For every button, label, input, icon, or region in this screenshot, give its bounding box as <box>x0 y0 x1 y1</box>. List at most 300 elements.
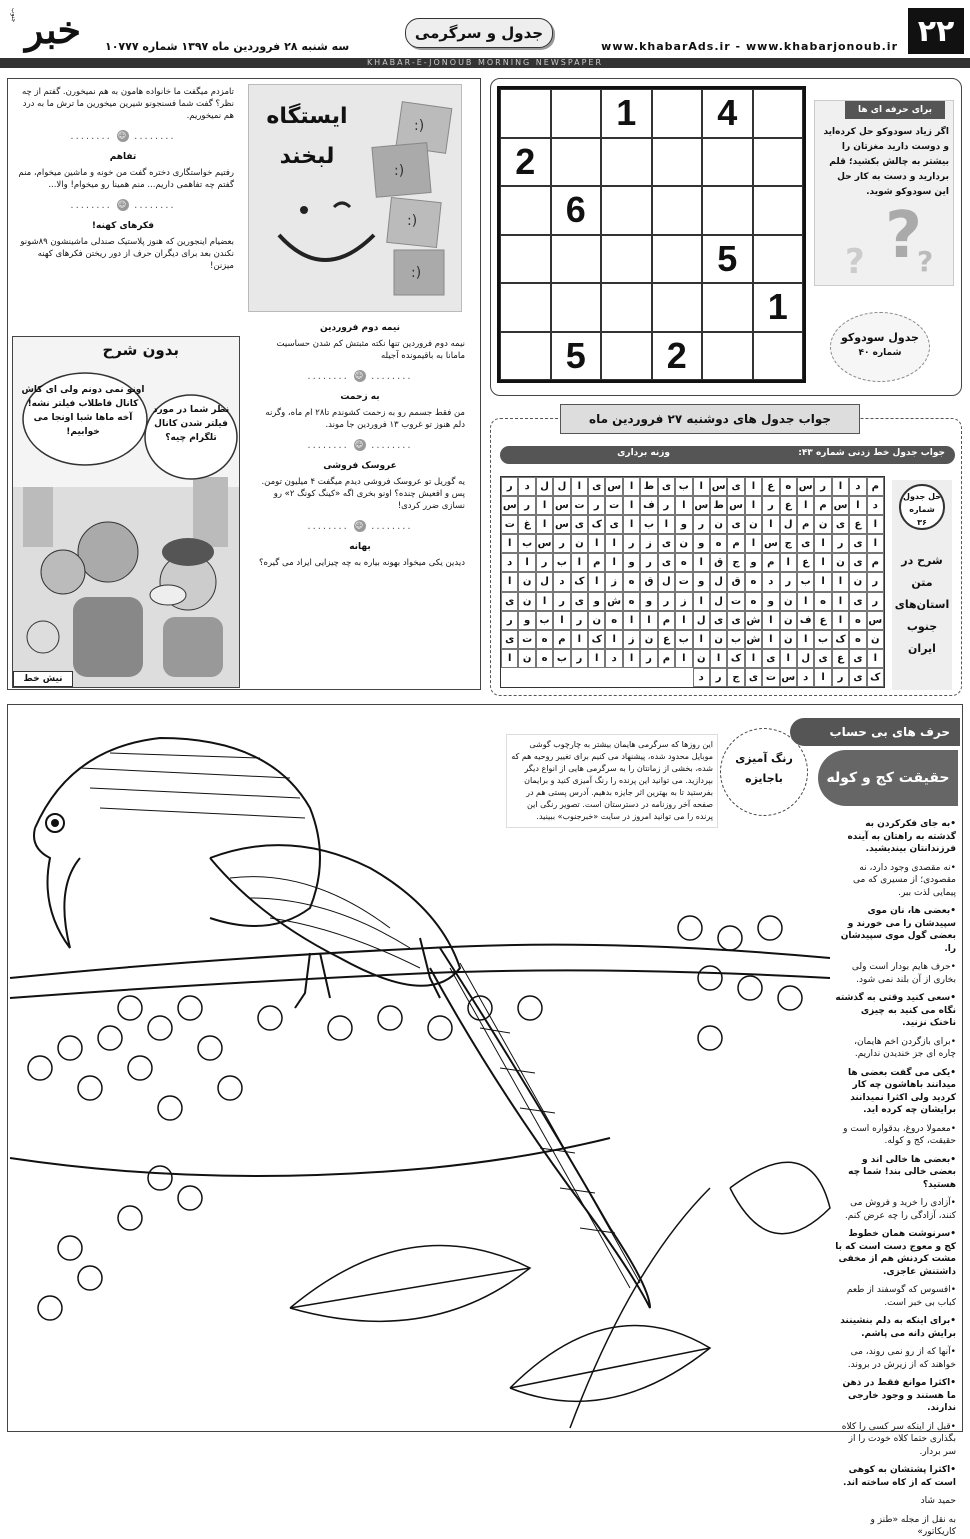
crossword-cell: ا <box>693 630 710 649</box>
crossword-cell: د <box>501 553 518 572</box>
crossword-cell: ک <box>571 572 588 591</box>
sudoku-cell[interactable] <box>702 138 753 187</box>
crossword-cell: م <box>814 496 831 515</box>
sudoku-cell[interactable]: 5 <box>551 332 602 381</box>
crossword-cell: ب <box>675 477 692 496</box>
crossword-cell: ا <box>814 668 831 687</box>
crossword-cell: ط <box>710 496 727 515</box>
saying-item: •حرف هایم بودار است ولی بخاری از آن بلند نمی شود. <box>851 962 956 985</box>
sudoku-side-panel <box>814 100 954 286</box>
crossword-cell: ز <box>623 630 640 649</box>
crossword-cell: ی <box>605 515 622 534</box>
crossword-cell: ک <box>727 649 744 668</box>
smiley-icon: ☺ <box>117 200 129 209</box>
sudoku-cell[interactable]: 6 <box>551 186 602 235</box>
answers-side-text: شرح در متن استان‌های جنوب ایران <box>894 554 950 655</box>
crossword-cell: ه <box>536 630 553 649</box>
sudoku-cell[interactable]: 5 <box>702 235 753 284</box>
crossword-cell: ع <box>832 649 849 668</box>
answers-banner: جواب جدول های دوشنبه ۲۷ فروردین ماه <box>560 404 860 434</box>
joke-title: عروسک فروشی <box>323 461 397 471</box>
crossword-cell: ه <box>623 592 640 611</box>
answers-side-panel <box>892 480 952 690</box>
crossword-cell: ن <box>571 534 588 553</box>
crossword-cell: ک <box>867 668 884 687</box>
sudoku-cell[interactable]: 4 <box>702 89 753 138</box>
crossword-cell: ن <box>849 572 866 591</box>
crossword-cell: ع <box>658 630 675 649</box>
sudoku-cell[interactable] <box>500 186 551 235</box>
crossword-cell: ه <box>605 611 622 630</box>
sudoku-cell[interactable] <box>652 186 703 235</box>
crossword-cell: و <box>640 592 657 611</box>
sudoku-cell[interactable] <box>652 138 703 187</box>
crossword-cell: ب <box>727 630 744 649</box>
crossword-cell: ر <box>658 496 675 515</box>
crossword-cell: ر <box>832 534 849 553</box>
crossword-cell: ر <box>762 496 779 515</box>
crossword-cell: ر <box>518 496 535 515</box>
crossword-cell: م <box>797 515 814 534</box>
joke-title: به زحمت <box>340 392 380 402</box>
crossword-cell: ه <box>849 630 866 649</box>
sudoku-cell[interactable] <box>652 89 703 138</box>
crossword-cell: ط <box>640 477 657 496</box>
crossword-cell: ر <box>693 515 710 534</box>
saying-item: •قبل از اینکه سر کسی را کلاه بگذاری حتما کلاه خودت را از سر بردار. <box>841 1421 956 1457</box>
crossword-cell: ج <box>780 534 797 553</box>
crossword-cell: س <box>780 668 797 687</box>
sudoku-cell[interactable] <box>652 235 703 284</box>
crossword-cell: ر <box>536 553 553 572</box>
strip-left-label: وزنه برداری <box>617 448 670 458</box>
sudoku-cell[interactable] <box>551 283 602 332</box>
crossword-cell: ع <box>780 496 797 515</box>
crossword-cell: ا <box>605 630 622 649</box>
crossword-cell: م <box>658 649 675 668</box>
sudoku-cell[interactable] <box>753 235 804 284</box>
saying-item: •برای بازگردن اخم هایمان، چاره ای جز خندیدن نداریم. <box>854 1036 956 1059</box>
crossword-cell: ل <box>780 515 797 534</box>
sudoku-cell[interactable]: 2 <box>652 332 703 381</box>
saying-item: •بعضی ها، نان موی سپیدشان را می خورند و بعضی گول موی سپیدشان را. <box>840 906 956 954</box>
crossword-cell: ل <box>693 611 710 630</box>
joke-title: تفاهم <box>109 152 137 162</box>
crossword-cell: ا <box>745 534 762 553</box>
crossword-cell: ی <box>727 477 744 496</box>
saying-item: •سرنوشت همان خطوط کج و معوج دست است که با مشت کردنش هم از مخفی داشتنش عاجزی. <box>835 1229 956 1277</box>
crossword-cell: ا <box>536 515 553 534</box>
crossword-cell: س <box>762 534 779 553</box>
saying-item: •افسوس که گوسفند از طعم کباب بی خبر است. <box>846 1285 956 1308</box>
crossword-cell: ل <box>710 572 727 591</box>
crossword-cell: ا <box>693 477 710 496</box>
sudoku-cell[interactable]: 1 <box>601 89 652 138</box>
crossword-cell: ی <box>849 592 866 611</box>
crossword-cell: ن <box>867 630 884 649</box>
crossword-cell: ک <box>832 630 849 649</box>
crossword-cell: ه <box>780 477 797 496</box>
sudoku-side-text: اگر زیاد سودوکو حل کرده‌اید و دوست دارید مغزتان را بیشتر به چالش بکشید؛ قلم بردارید و دست به کار حل این سودوکو شوید. <box>823 127 949 197</box>
joke-title: بهانه <box>349 542 371 552</box>
crossword-cell: ل <box>536 572 553 591</box>
newspaper-logo: خبر <box>25 7 81 52</box>
speech-bubble-left: اونو نمی دونم ولی ای کاش کانال فاطلاب فیلتر نشه! آخه ماها شبا اونجا می خوابیم! <box>21 385 145 437</box>
crossword-cell: س <box>867 611 884 630</box>
crossword-cell: ه <box>814 592 831 611</box>
joke-text: رفتیم خواستگاری دختره گفت من خونه و ماشین میخوام، منم گفتم چه تفاهمی داریم... منم همینا رو میخوام! والا... <box>18 168 234 190</box>
crossword-cell: ی <box>849 649 866 668</box>
crossword-cell: ا <box>501 649 518 668</box>
crossword-cell: ی <box>588 477 605 496</box>
page-number: ۲۲ <box>908 8 964 54</box>
crossword-cell: ی <box>849 668 866 687</box>
crossword-cell: ا <box>675 649 692 668</box>
sudoku-cell[interactable] <box>601 186 652 235</box>
svg-text::): :) <box>407 213 418 229</box>
crossword-cell: ن <box>832 553 849 572</box>
crossword-cell: ر <box>710 668 727 687</box>
sudoku-cell[interactable] <box>551 89 602 138</box>
sudoku-cell[interactable] <box>753 186 804 235</box>
sudoku-cell[interactable] <box>551 138 602 187</box>
solve-badge <box>899 484 945 530</box>
smiley-icon: ☺ <box>354 521 366 530</box>
crossword-cell: ی <box>658 553 675 572</box>
crossword-cell: ن <box>710 630 727 649</box>
crossword-cell: ن <box>710 515 727 534</box>
saying-item: •آنها که از رو نمی روند، می خواهند که از زیرش در بروند. <box>847 1347 956 1370</box>
crossword-cell: ا <box>571 477 588 496</box>
sayings-header: حرف های بی حساب <box>829 725 950 739</box>
crossword-cell: و <box>675 515 692 534</box>
crossword-cell: ر <box>501 477 518 496</box>
saying-item: •اکثرا پشتشان به کوهی است که از کاه ساخته اند. <box>843 1465 956 1488</box>
svg-text::): :) <box>411 265 422 281</box>
smile-station-graphic <box>248 84 462 312</box>
crossword-cell: ر <box>623 534 640 553</box>
crossword-cell: ع <box>797 553 814 572</box>
crossword-cell: ا <box>832 611 849 630</box>
crossword-cell: ا <box>745 649 762 668</box>
crossword-cell: ی <box>658 534 675 553</box>
joke-title: فکرهای کهنه! <box>91 221 155 231</box>
crossword-cell: ک <box>588 630 605 649</box>
strip-right-label: جواب جدول خط زدنی شماره ۴۳: <box>798 448 945 458</box>
crossword-cell: ن <box>745 515 762 534</box>
crossword-cell: ا <box>745 496 762 515</box>
joke-text: نیمه دوم فروردین تنها نکته مثبتش کم شدن حساسیت مامانا به باقیمونده آجیله <box>276 339 465 361</box>
sudoku-cell[interactable] <box>753 332 804 381</box>
crossword-cell: ا <box>745 477 762 496</box>
crossword-cell: ت <box>675 572 692 591</box>
section-title: جدول و سرگرمی <box>405 18 553 48</box>
crossword-cell: ا <box>849 496 866 515</box>
crossword-cell: ب <box>797 572 814 591</box>
crossword-cell: س <box>501 496 518 515</box>
joke-text: تامزدم میگفت ما خانواده هامون به هم نمیخورن. گفتم از چه نظر؟ گفت شما فسنجونو شیرین میخورین ما ترش ما به درد هم نمیخوریم. <box>21 87 234 121</box>
crossword-cell: د <box>762 572 779 591</box>
cartoon-title: بدون شرح <box>102 341 179 359</box>
crossword-cell: ا <box>693 553 710 572</box>
sudoku-cell[interactable] <box>601 235 652 284</box>
crossword-cell: ف <box>797 611 814 630</box>
crossword-cell: م <box>867 477 884 496</box>
joke-text: بعضیام اینجورین که هنوز پلاستیک صندلی ماشینشون ۸۹شونو نکندن بعد برای دیگران حرف از دور ریختن فکرهای کهنه میزنن! <box>20 237 234 271</box>
sudoku-cell[interactable] <box>500 332 551 381</box>
crossword-cell: ر <box>867 572 884 591</box>
crossword-cell: م <box>867 553 884 572</box>
sudoku-cell[interactable] <box>601 283 652 332</box>
crossword-cell: ا <box>536 496 553 515</box>
smiley-icon: ☺ <box>354 440 366 449</box>
crossword-cell: ش <box>745 630 762 649</box>
crossword-cell: ق <box>640 572 657 591</box>
logo-subtitle: جنوب <box>10 8 17 23</box>
crossword-cell: ه <box>623 572 640 591</box>
sudoku-cell[interactable] <box>601 332 652 381</box>
crossword-cell: ل <box>553 477 570 496</box>
separator: ........ ☺ ........ <box>307 440 413 451</box>
crossword-cell: ر <box>501 611 518 630</box>
crossword-cell: و <box>518 611 535 630</box>
crossword-cell: ت <box>727 592 744 611</box>
crossword-cell: ش <box>745 611 762 630</box>
crossword-cell: ا <box>553 611 570 630</box>
crossword-cell: ا <box>762 515 779 534</box>
cartoon-credit: نیش خط <box>13 671 73 687</box>
crossword-cell: و <box>693 534 710 553</box>
sudoku-cell[interactable] <box>753 89 804 138</box>
page-header <box>0 0 970 62</box>
crossword-cell: ک <box>588 515 605 534</box>
smiley-icon: ☺ <box>354 371 366 380</box>
svg-text:?: ? <box>845 242 865 282</box>
sudoku-cell[interactable] <box>500 89 551 138</box>
crossword-cell: م <box>588 553 605 572</box>
crossword-cell: ن <box>518 592 535 611</box>
crossword-cell: ر <box>588 496 605 515</box>
saying-item: به نقل از مجله «طنز و کاریکاتور» <box>870 1514 956 1537</box>
issue-date: سه شنبه ۲۸ فروردین ماه ۱۳۹۷ شماره ۱۰۷۷۷ <box>105 40 350 53</box>
sudoku-cell[interactable] <box>500 283 551 332</box>
saying-item: •نه مقصدی وجود دارد، نه مقصودی؛ از مسیری که می پیمایی لذت ببر. <box>852 862 956 898</box>
solve-badge-line2: شماره <box>909 505 935 514</box>
joke-text: من فقط جسمم رو به زحمت کشوندم تا۲۸ ام ماه، وگرنه دلم هنوز تو غروب ۱۳ فروردین جا موند. <box>265 408 465 430</box>
saying-item: •اکثرا موانع فقط در ذهن ما هستند و وجود خارجی ندارند. <box>842 1378 956 1413</box>
crossword-cell: ت <box>762 668 779 687</box>
sudoku-cell[interactable] <box>652 283 703 332</box>
crossword-cell: ا <box>640 611 657 630</box>
separator: ........ ☺ ........ <box>307 521 413 532</box>
crossword-cell: ت <box>605 496 622 515</box>
crossword-cell: ر <box>553 534 570 553</box>
crossword-cell: ع <box>762 477 779 496</box>
crossword-cell: م <box>553 630 570 649</box>
sudoku-cell[interactable]: 1 <box>753 283 804 332</box>
crossword-cell: ز <box>605 572 622 591</box>
crossword-cell: ع <box>814 611 831 630</box>
crossword-cell: ه <box>675 553 692 572</box>
crossword-cell: ا <box>867 534 884 553</box>
sayings-header-bar <box>790 718 960 746</box>
crossword-cell: ت <box>501 515 518 534</box>
crossword-cell: ا <box>658 515 675 534</box>
crossword-cell: ر <box>867 592 884 611</box>
crossword-cell: ه <box>745 592 762 611</box>
crossword-cell: ب <box>675 630 692 649</box>
crossword-cell: ا <box>814 534 831 553</box>
crossword-cell: ی <box>814 649 831 668</box>
crossword-cell: د <box>797 668 814 687</box>
crossword-cell: د <box>518 477 535 496</box>
websites[interactable]: www.khabarAds.ir - www.khabarjonoub.ir <box>601 40 898 53</box>
crossword-cell: ا <box>814 553 831 572</box>
crossword-cell: و <box>745 553 762 572</box>
crossword-cell: س <box>797 477 814 496</box>
crossword-cell: ی <box>762 649 779 668</box>
saying-item: •به جای فکرکردن به گذشته به راهتان به آینده فرزندانتان بیندیشید. <box>847 819 956 854</box>
crossword-cell: ن <box>518 572 535 591</box>
crossword-cell: ب <box>553 649 570 668</box>
saying-item: •یکی می گفت بعضی ها میدانند باهاشون چه کار کردید ولی اکثرا نمیدانند برایشان چه کرده اید. <box>848 1067 956 1115</box>
sudoku-cell[interactable]: 2 <box>500 138 551 187</box>
masthead-band: KHABAR-E-JONOUB MORNING NEWSPAPER <box>0 58 970 68</box>
crossword-cell: ر <box>571 649 588 668</box>
crossword-cell: ر <box>640 553 657 572</box>
crossword-cell: ی <box>710 611 727 630</box>
crossword-cell: ز <box>640 534 657 553</box>
crossword-cell: ا <box>867 515 884 534</box>
crossword-cell: ا <box>867 649 884 668</box>
crossword-cell: ی <box>658 477 675 496</box>
crossword-cell: ز <box>675 592 692 611</box>
crossword-cell: ا <box>588 649 605 668</box>
crossword-cell: ن <box>640 630 657 649</box>
crossword-cell: ر <box>571 611 588 630</box>
crossword-cell: ل <box>710 592 727 611</box>
crossword-cell: ب <box>536 611 553 630</box>
crossword-cell: ع <box>849 515 866 534</box>
coloring-badge-text: رنگ آمیزی باجایزه <box>735 752 793 785</box>
crossword-cell: ا <box>832 592 849 611</box>
crossword-cell: ش <box>605 592 622 611</box>
answers-strip <box>500 446 955 464</box>
crossword-cell: ب <box>518 534 535 553</box>
svg-text::): :) <box>414 118 425 134</box>
crossword-cell: ر <box>640 649 657 668</box>
crossword-cell: ق <box>710 553 727 572</box>
crossword-cell: س <box>605 477 622 496</box>
crossword-cell: ه <box>849 611 866 630</box>
smiley-notes-icon <box>249 85 463 313</box>
crossword-cell: ب <box>640 515 657 534</box>
crossword-cell: ا <box>501 534 518 553</box>
crossword-cell: س <box>693 496 710 515</box>
crossword-cell: س <box>710 477 727 496</box>
crossword-cell: ی <box>849 553 866 572</box>
crossword-cell: ا <box>605 534 622 553</box>
crossword-cell: ی <box>832 515 849 534</box>
crossword-cell: م <box>762 553 779 572</box>
crossword-cell: د <box>553 572 570 591</box>
crossword-cell: غ <box>518 515 535 534</box>
crossword-cell: ا <box>623 611 640 630</box>
joke-text: دیدین یکی میخواد بهونه بیاره به چه چیزایی ایراد می گیره؟ <box>259 558 465 568</box>
sudoku-cell[interactable] <box>702 283 753 332</box>
crossword-cell: ج <box>727 553 744 572</box>
crossword-cell: ر <box>814 477 831 496</box>
crossword-cell: ا <box>588 572 605 591</box>
crossword-cell: ی <box>571 515 588 534</box>
solve-badge-line1: حل جدول <box>903 492 941 501</box>
crossword-cell: ل <box>797 649 814 668</box>
sayings-title-bar <box>818 750 958 806</box>
crossword-cell: ب <box>553 553 570 572</box>
sudoku-cell[interactable] <box>702 332 753 381</box>
crossword-cell: ی <box>501 630 518 649</box>
crossword-cell: س <box>832 496 849 515</box>
question-marks-icon <box>835 197 945 281</box>
crossword-cell: س <box>536 534 553 553</box>
crossword-cell: م <box>727 534 744 553</box>
saying-item: •بعضی ها خالی اند و بعضی خالی بند! شما چه هستید؟ <box>848 1154 956 1190</box>
crossword-cell: ف <box>640 496 657 515</box>
crossword-cell: و <box>588 592 605 611</box>
crossword-cell: ا <box>814 572 831 591</box>
crossword-cell: د <box>693 668 710 687</box>
crossword-cell: ا <box>832 477 849 496</box>
crossword-cell: ا <box>623 515 640 534</box>
crossword-cell: ت <box>571 496 588 515</box>
crossword-cell: ا <box>623 496 640 515</box>
crossword-cell: ر <box>832 668 849 687</box>
crossword-cell: ر <box>553 592 570 611</box>
saying-item: •سعی کنید وقتی به گذشته نگاه می کنید به چیزی ناخنک نزنید. <box>835 993 956 1028</box>
saying-item: •معمولا دروغ، بدقواره است و حقیقت، کج و کوله. <box>843 1123 956 1146</box>
saying-item: •برای اینکه به دلم بنشینند برایش دانه می پاشم. <box>840 1316 956 1339</box>
svg-text::): :) <box>394 163 405 179</box>
crossword-cell: ا <box>780 649 797 668</box>
cartoon-panel <box>12 336 240 688</box>
sudoku-cell[interactable] <box>500 235 551 284</box>
crossword-cell: د <box>867 496 884 515</box>
joke-title: نیمه دوم فروردین <box>320 323 400 333</box>
crossword-cell: س <box>553 496 570 515</box>
crossword-cell: ا <box>571 553 588 572</box>
sayings-title: حقیقت کج و کوله <box>826 770 950 786</box>
crossword-cell: و <box>693 572 710 591</box>
crossword-cell: ا <box>762 611 779 630</box>
crossword-cell: ر <box>780 572 797 591</box>
sudoku-cell[interactable] <box>753 138 804 187</box>
separator: ........ ☺ ........ <box>307 371 413 382</box>
crossword-cell: ن <box>518 649 535 668</box>
crossword-cell: ن <box>588 611 605 630</box>
crossword-cell: ی <box>501 592 518 611</box>
sayings-list <box>834 818 956 1537</box>
crossword-cell: ن <box>780 592 797 611</box>
sudoku-cell[interactable] <box>601 138 652 187</box>
crossword-cell: ا <box>780 553 797 572</box>
crossword-cell: ج <box>727 668 744 687</box>
crossword-cell: ا <box>832 572 849 591</box>
crossword-cell: ر <box>658 592 675 611</box>
smile-station-title: ایستگاه لبخند <box>266 104 348 169</box>
sudoku-cell[interactable] <box>551 235 602 284</box>
sudoku-cell[interactable] <box>702 186 753 235</box>
jokes-column-mid <box>255 316 465 569</box>
